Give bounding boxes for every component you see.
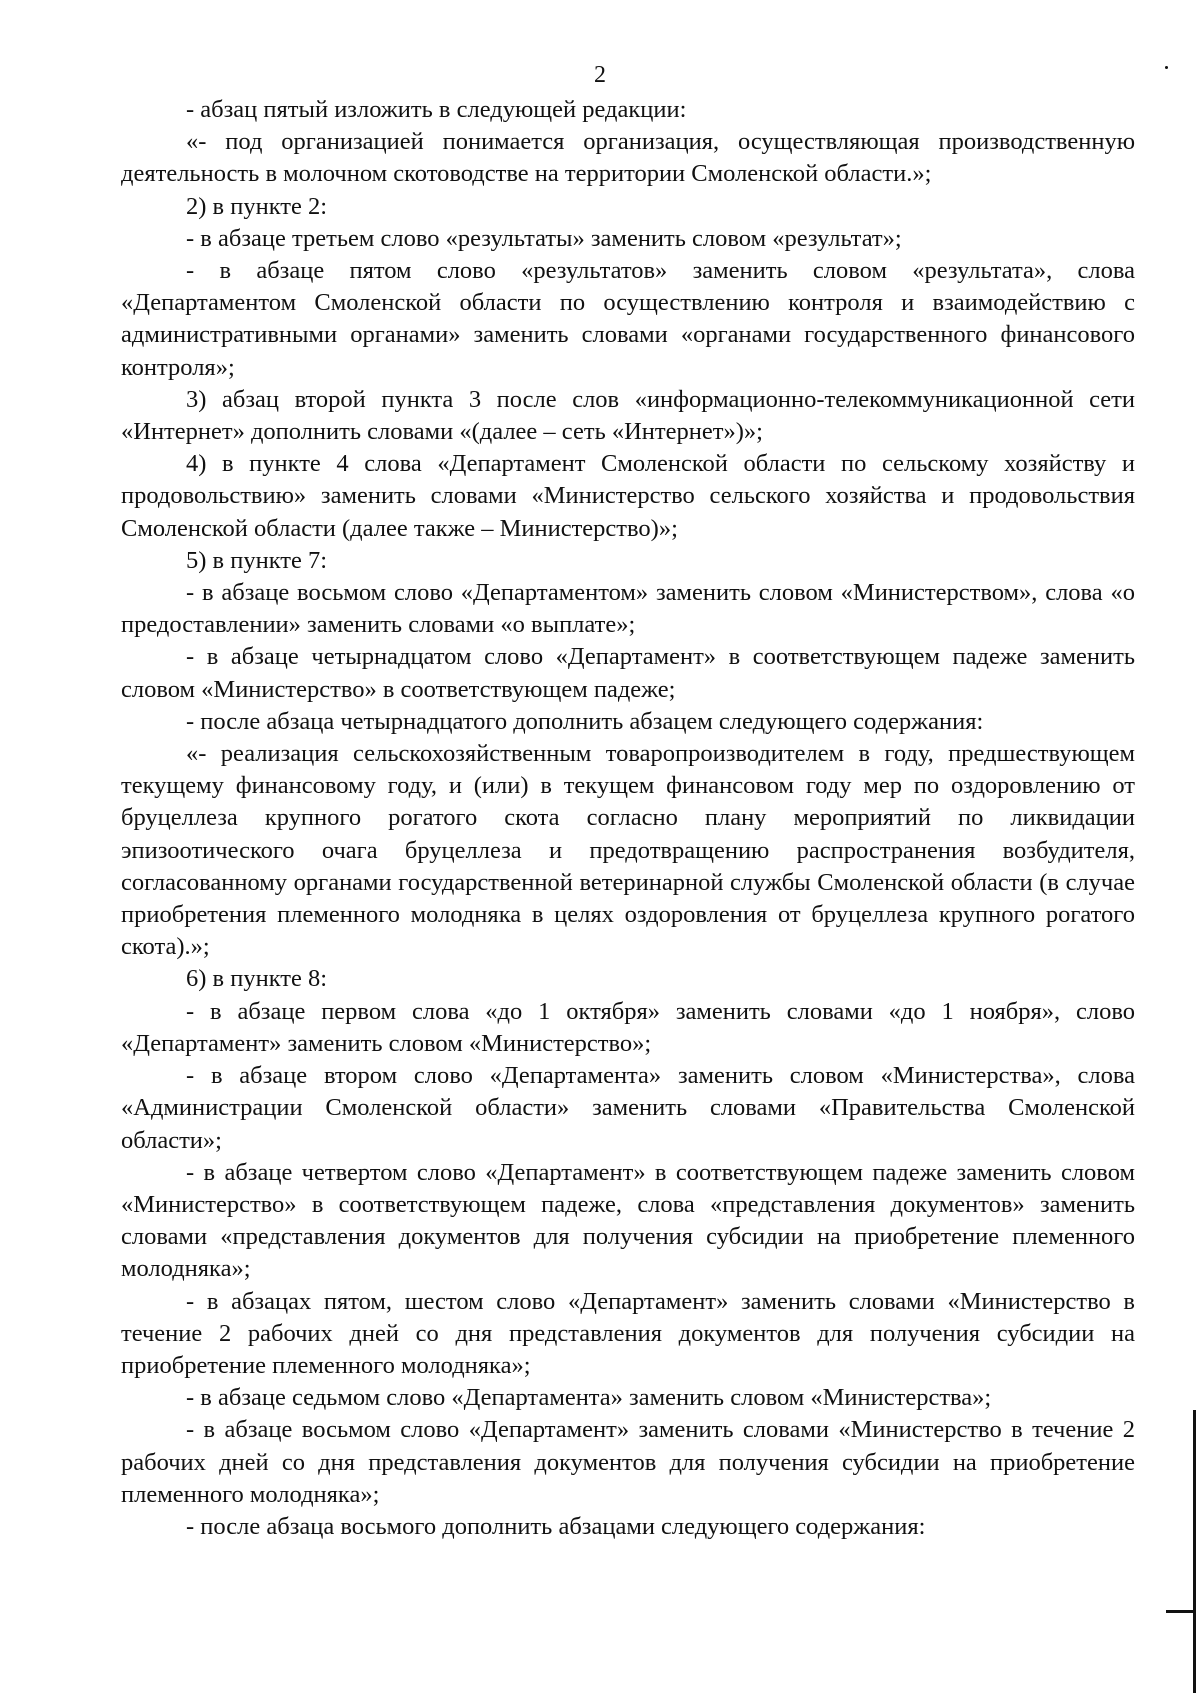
paragraph-17: - в абзацах пятом, шестом слово «Департамент» заменить словами «Министерство в течение 2 рабочих дней со дня представления документов для получения субсидии на приобретение племенного молодняка»; — [121, 1287, 1135, 1379]
page-number: 2 — [594, 62, 606, 88]
paragraph-4: - в абзаце третьем слово «результаты» заменить словом «результат»; — [186, 224, 902, 252]
paragraph-5: - в абзаце пятом слово «результатов» заменить словом «результата», слова «Департаментом Смоленской области по осуществлению контроля и взаимодействию с административными органами» заменить словами «органами государственного финансового контроля»; — [121, 257, 1135, 381]
paragraph-8: 5) в пункте 7: — [186, 546, 328, 574]
paragraph-19: - в абзаце восьмом слово «Департамент» заменить словами «Министерство в течение 2 рабочих дней со дня представления документов для получения субсидии на приобретение племенного молодняка»; — [121, 1416, 1135, 1508]
paragraph-11: - после абзаца четырнадцатого дополнить абзацем следующего содержания: — [186, 707, 984, 735]
paragraph-20: - после абзаца восьмого дополнить абзацами следующего содержания: — [186, 1512, 926, 1540]
paragraph-14: - в абзаце первом слова «до 1 октября» заменить словами «до 1 ноября», слово «Департамент» заменить словом «Министерство»; — [121, 997, 1135, 1057]
paragraph-15: - в абзаце втором слово «Департамента» заменить словом «Министерства», слова «Администрации Смоленской области» заменить словами «Правительства Смоленской области»; — [121, 1062, 1135, 1154]
paragraph-13: 6) в пункте 8: — [186, 965, 328, 993]
paragraph-18: - в абзаце седьмом слово «Департамента» заменить словом «Министерства»; — [186, 1384, 992, 1412]
document-body — [121, 94, 1135, 1543]
scan-edge-line — [1193, 1410, 1196, 1693]
scan-edge-notch — [1166, 1610, 1196, 1613]
paragraph-7: 4) в пункте 4 слова «Департамент Смоленской области по сельскому хозяйству и продовольствию» заменить словами «Министерство сельского хозяйства и продовольствия Смоленской области (далее также – Министерство)»; — [121, 450, 1135, 542]
paragraph-6: 3) абзац второй пункта 3 после слов «информационно-телекоммуникационной сети «Интернет» дополнить словами «(далее – сеть «Интернет»)»; — [121, 385, 1135, 446]
paragraph-9: - в абзаце восьмом слово «Департаментом» заменить словом «Министерством», слова «о предоставлении» заменить словами «о выплате»; — [121, 579, 1135, 639]
paragraph-12: «- реализация сельскохозяйственным товаропроизводителем в году, предшествующем текущему финансовому году, и (или) в текущем финансовом году мер по оздоровлению от бруцеллеза крупного рогатого скота согласно плану мероприятий по ликвидации эпизоотического очага бруцеллеза и предотвращению распространения возбудителя, согласованному органами государственной ветеринарной службы Смоленской области (в случае приобретения племенного молодняка в целях оздоровления от бруцеллеза крупного рогатого скота).»; — [121, 740, 1135, 961]
paragraph-3: 2) в пункте 2: — [186, 192, 328, 220]
scan-speck — [1165, 66, 1168, 69]
paragraph-2: «- под организацией понимается организация, осуществляющая производственную деятельность в молочном скотоводстве на территории Смоленской области.»; — [121, 128, 1135, 188]
paragraph-10: - в абзаце четырнадцатом слово «Департамент» в соответствующем падеже заменить словом «Министерство» в соответствующем падеже; — [121, 643, 1135, 703]
paragraph-16: - в абзаце четвертом слово «Департамент» в соответствующем падеже заменить словом «Министерство» в соответствующем падеже, слова «представления документов» заменить словами «представления документов для получения субсидии на приобретение племенного молодняка»; — [121, 1158, 1135, 1283]
paragraph-1: - абзац пятый изложить в следующей редакции: — [186, 96, 687, 123]
